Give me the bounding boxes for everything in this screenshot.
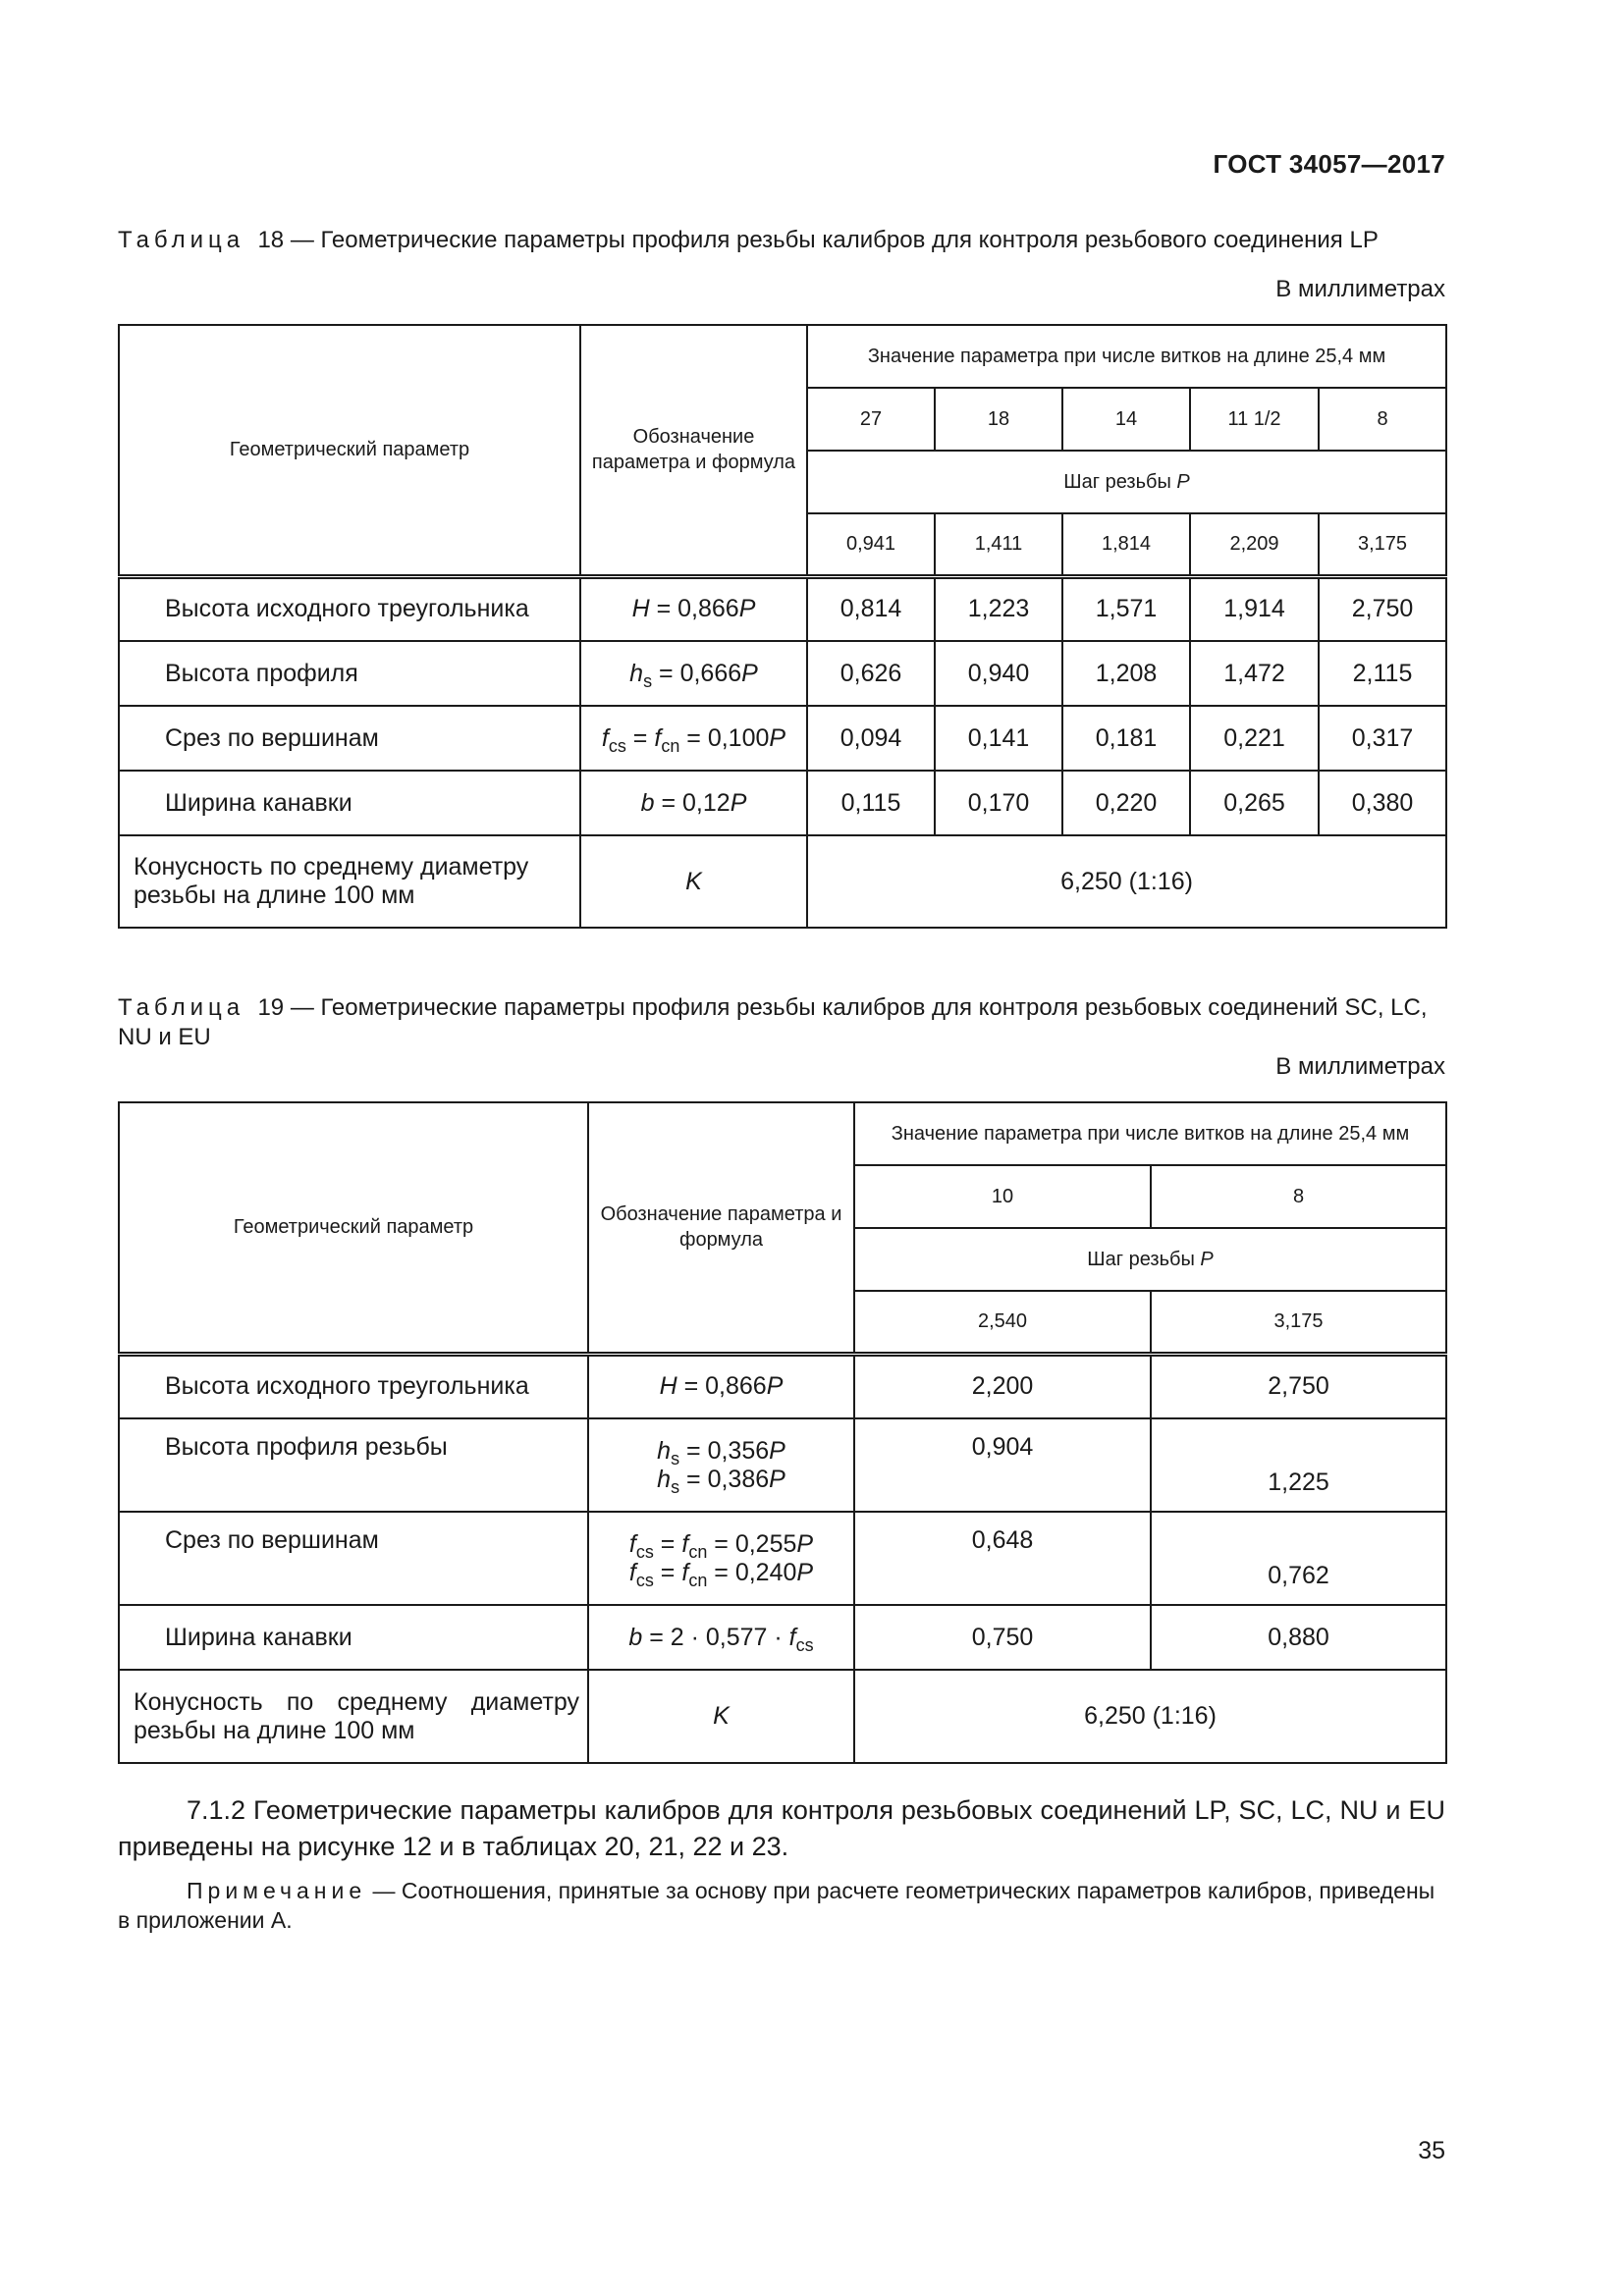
value-cell: 1,571 [1062, 576, 1190, 641]
table-18-units: В миллиметрах [1275, 276, 1445, 302]
row-label: Ширина канавки [119, 771, 580, 835]
table-row [119, 771, 1446, 835]
value-cell: 0,940 [935, 641, 1062, 706]
row-label: Ширина канавки [119, 1605, 588, 1670]
table-row [119, 706, 1446, 771]
header-formula: Обозначение параметра и формула [580, 325, 807, 576]
value-cell: 1,208 [1062, 641, 1190, 706]
table-row [119, 1512, 1446, 1605]
table-18 [118, 324, 1447, 929]
pitch-cell: 1,411 [935, 513, 1062, 576]
pitch-label: Шаг резьбы [1063, 470, 1171, 493]
note-word: Примечание [187, 1878, 367, 1903]
turns-cell: 8 [1319, 388, 1446, 451]
value-cell: 0,814 [807, 576, 935, 641]
table-row [119, 1670, 1446, 1763]
table-row [119, 835, 1446, 928]
value-cell: 1,225 [1151, 1418, 1446, 1512]
value-cell: 1,223 [935, 576, 1062, 641]
value-cell: 0,317 [1319, 706, 1446, 771]
pitch-cell: 2,540 [854, 1291, 1151, 1354]
value-cell: 1,472 [1190, 641, 1319, 706]
row-label: Конусность по среднему диаметру резьбы на длине 100 мм [119, 835, 580, 928]
row-formula: $f_{cs} = f_{cn} = 0,100P$ [580, 706, 807, 771]
value-cell: 0,648 [854, 1512, 1151, 1605]
header-value: Значение параметра при числе витков на длине 25,4 мм [854, 1102, 1446, 1165]
value-cell: 0,115 [807, 771, 935, 835]
table-19-title: 19 — Геометрические параметры профиля резьбы калибров для контроля резьбовых соединений SC, LC, NU и EU [118, 994, 1428, 1050]
turns-cell: 8 [1151, 1165, 1446, 1228]
value-cell: 2,200 [854, 1354, 1151, 1418]
row-label: Срез по вершинам [119, 706, 580, 771]
paragraph-7-1-2: 7.1.2 Геометрические параметры калибров для контроля резьбовых соединений LP, SC, LC, NU и EU приведены на рисунке 12 и в таблицах 20, 21, 22 и 23. [118, 1795, 1445, 1861]
row-label: Высота профиля [119, 641, 580, 706]
value-cell: 0,265 [1190, 771, 1319, 835]
turns-cell: 18 [935, 388, 1062, 451]
page-number: 35 [1418, 2137, 1445, 2164]
value-cell: 0,750 [854, 1605, 1151, 1670]
document-standard-id: ГОСТ 34057—2017 [1213, 149, 1445, 179]
row-formula: H = 0,866P [580, 576, 807, 641]
turns-cell: 14 [1062, 388, 1190, 451]
row-label: Высота исходного треугольника [119, 576, 580, 641]
pitch-cell: 3,175 [1151, 1291, 1446, 1354]
row-label: Срез по вершинам [119, 1512, 588, 1605]
value-cell: 0,170 [935, 771, 1062, 835]
value-cell: 0,762 [1151, 1512, 1446, 1605]
table-19 [118, 1101, 1447, 1764]
table-row [119, 1605, 1446, 1670]
row-formula: b = 0,12P [580, 771, 807, 835]
value-cell: 0,221 [1190, 706, 1319, 771]
table-19-units: В миллиметрах [1275, 1053, 1445, 1080]
value-cell: 0,181 [1062, 706, 1190, 771]
note [118, 1876, 1445, 1935]
row-formula: K [588, 1670, 854, 1763]
table-row [119, 576, 1446, 641]
value-cell: 6,250 (1:16) [807, 835, 1446, 928]
value-cell: 0,220 [1062, 771, 1190, 835]
table-row [119, 641, 1446, 706]
turns-cell: 27 [807, 388, 935, 451]
turns-cell: 10 [854, 1165, 1151, 1228]
value-cell: 6,250 (1:16) [854, 1670, 1446, 1763]
value-cell: 0,380 [1319, 771, 1446, 835]
value-cell: 0,141 [935, 706, 1062, 771]
value-cell: 2,115 [1319, 641, 1446, 706]
row-formula: $h_s = 0,666P$ [580, 641, 807, 706]
note-text: — Соотношения, принятые за основу при расчете геометрических параметров калибров, приведены в приложении А. [118, 1878, 1435, 1933]
value-cell: 0,904 [854, 1418, 1151, 1512]
value-cell: 0,626 [807, 641, 935, 706]
pitch-cell: 3,175 [1319, 513, 1446, 576]
header-value: Значение параметра при числе витков на длине 25,4 мм [807, 325, 1446, 388]
row-label: Высота исходного треугольника [119, 1354, 588, 1418]
value-cell: 1,914 [1190, 576, 1319, 641]
pitch-cell: 1,814 [1062, 513, 1190, 576]
row-formula: K [580, 835, 807, 928]
value-cell: 2,750 [1151, 1354, 1446, 1418]
row-label: Высота профиля резьбы [119, 1418, 588, 1512]
table-word: Таблица [118, 994, 245, 1021]
table-19-caption [118, 993, 1445, 1052]
pitch-label: Шаг резьбы [1087, 1248, 1195, 1270]
row-label: Конусность по среднему диаметру резьбы на длине 100 мм [119, 1670, 588, 1763]
value-cell: 0,094 [807, 706, 935, 771]
pitch-symbol: P [1176, 470, 1190, 493]
pitch-cell: 2,209 [1190, 513, 1319, 576]
pitch-header [854, 1228, 1446, 1291]
table-row [119, 1354, 1446, 1418]
table-row [119, 1418, 1446, 1512]
value-cell: 2,750 [1319, 576, 1446, 641]
row-formula: $h_s = 0,356P$ $h_s = 0,386P$ [588, 1418, 854, 1512]
row-formula: $f_{cs} = f_{cn} = 0,255P$ $f_{cs} = f_{cn} = 0,240P$ [588, 1512, 854, 1605]
table-word: Таблица [118, 227, 245, 253]
header-geometric-parameter: Геометрический параметр [119, 1102, 588, 1354]
table-18-caption [118, 226, 1445, 255]
header-formula: Обозначение параметра и формула [588, 1102, 854, 1354]
row-formula: H = 0,866P [588, 1354, 854, 1418]
pitch-header [807, 451, 1446, 513]
row-formula: $b = 2 \cdot 0,577 \cdot f_{cs}$ [588, 1605, 854, 1670]
header-geometric-parameter: Геометрический параметр [119, 325, 580, 576]
table-18-title: 18 — Геометрические параметры профиля резьбы калибров для контроля резьбового соединения LP [257, 227, 1379, 253]
turns-cell: 11 1/2 [1190, 388, 1319, 451]
pitch-cell: 0,941 [807, 513, 935, 576]
pitch-symbol: P [1200, 1248, 1214, 1270]
value-cell: 0,880 [1151, 1605, 1446, 1670]
